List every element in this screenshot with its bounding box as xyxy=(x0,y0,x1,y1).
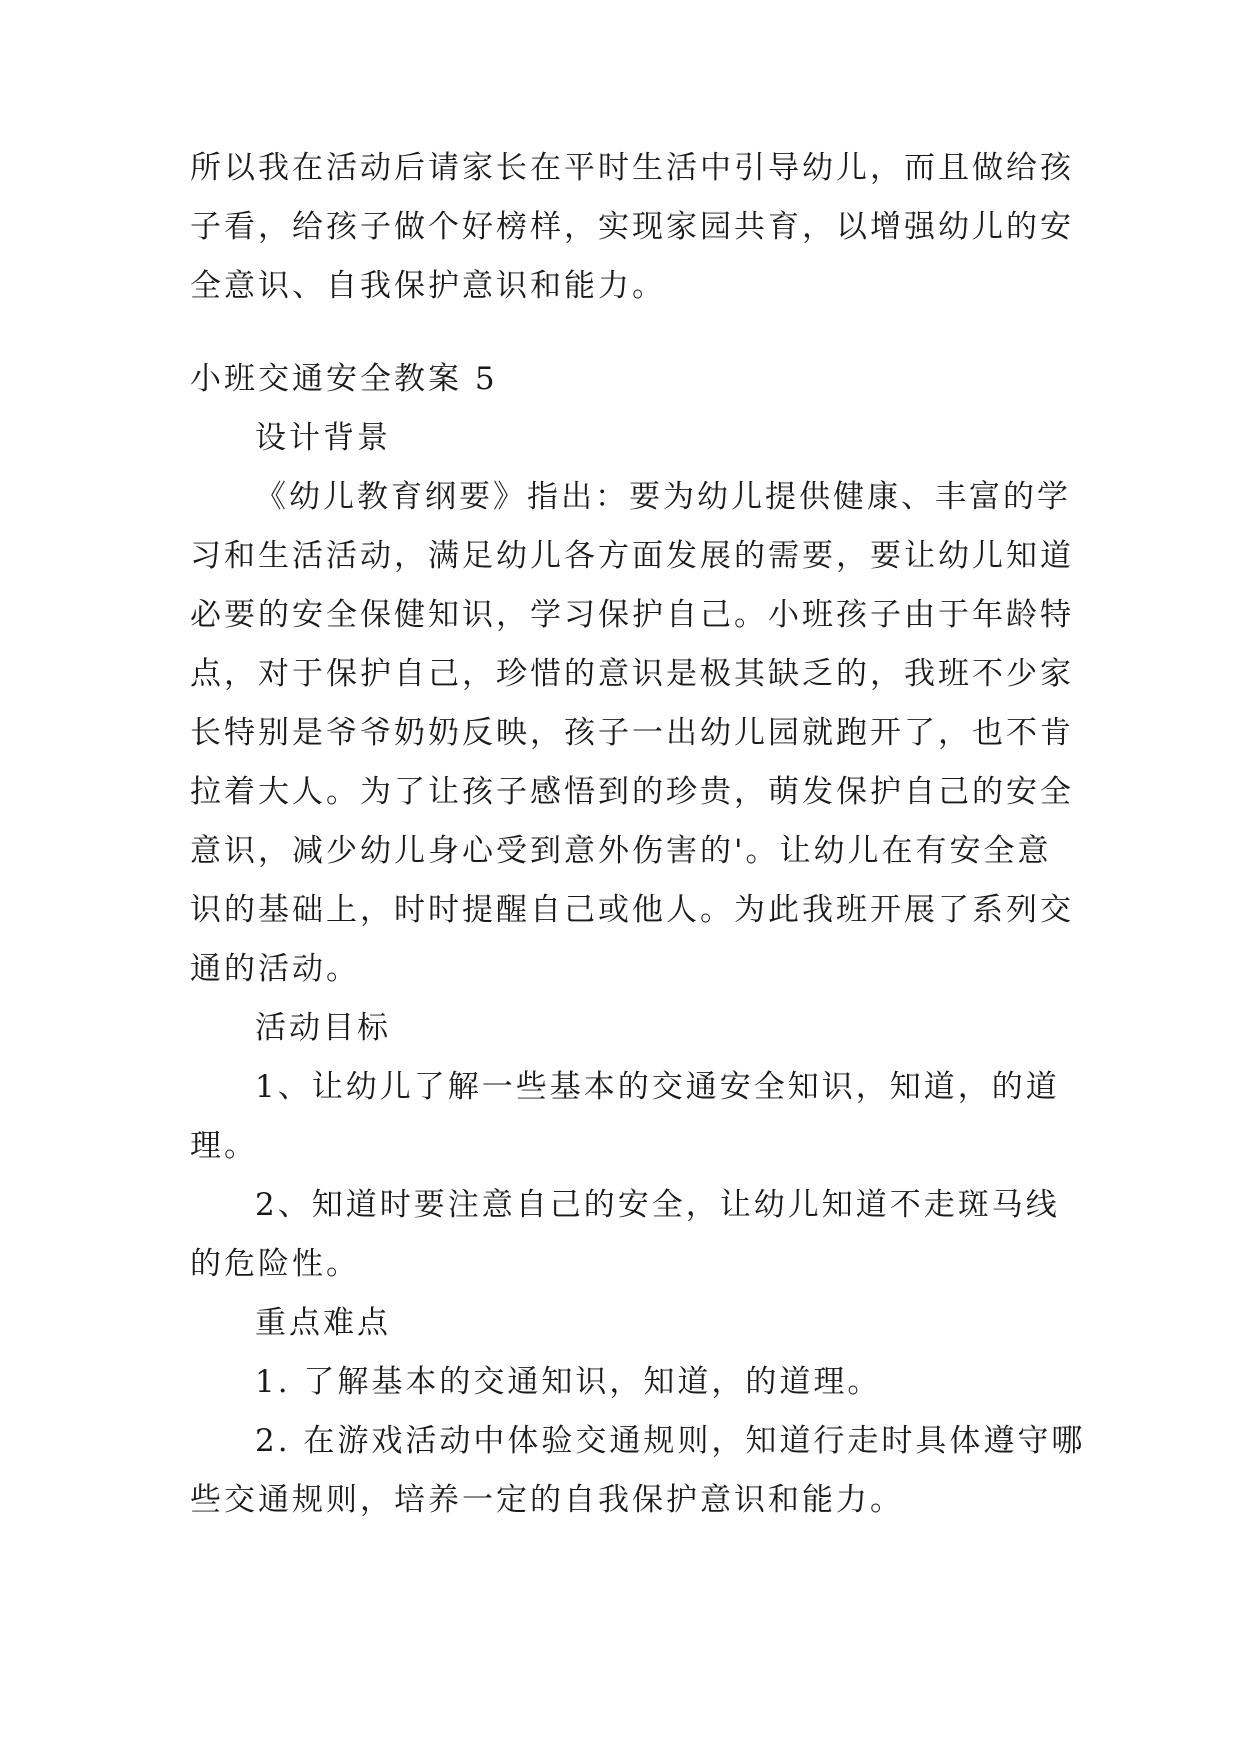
intro-line-3: 全意识、自我保护意识和能力。 xyxy=(190,268,666,304)
goal-1-line-1: 1、让幼儿了解一些基本的交通安全知识，知道，的道 xyxy=(255,1069,1060,1105)
goal-2-line-2: 的危险性。 xyxy=(190,1246,360,1282)
background-line-3: 必要的安全保健知识，学习保护自己。小班孩子由于年龄特 xyxy=(190,597,1074,633)
intro-line-2: 子看，给孩子做个好榜样，实现家园共育，以增强幼儿的安 xyxy=(190,209,1074,245)
background-line-5: 长特别是爷爷奶奶反映，孩子一出幼儿园就跑开了，也不肯 xyxy=(190,715,1074,751)
keypoints-heading: 重点难点 xyxy=(255,1305,391,1341)
background-line-4: 点，对于保护自己，珍惜的意识是极其缺乏的，我班不少家 xyxy=(190,656,1074,692)
section-title: 小班交通安全教案 5 xyxy=(190,361,498,397)
goal-2-line-1: 2、知道时要注意自己的安全，让幼儿知道不走斑马线 xyxy=(255,1187,1060,1223)
goals-heading: 活动目标 xyxy=(255,1010,391,1046)
keypoint-2-line-1: 2. 在游戏活动中体验交通规则，知道行走时具体遵守哪 xyxy=(255,1423,1086,1459)
background-line-1: 《幼儿教育纲要》指出：要为幼儿提供健康、丰富的学 xyxy=(255,479,1071,515)
intro-line-1: 所以我在活动后请家长在平时生活中引导幼儿，而且做给孩 xyxy=(190,150,1074,186)
background-heading: 设计背景 xyxy=(255,420,391,456)
background-line-8: 识的基础上，时时提醒自己或他人。为此我班开展了系列交 xyxy=(190,892,1074,928)
goal-1-line-2: 理。 xyxy=(190,1128,258,1164)
background-line-2: 习和生活活动，满足幼儿各方面发展的需要，要让幼儿知道 xyxy=(190,538,1074,574)
background-line-9: 通的活动。 xyxy=(190,951,360,987)
keypoint-1: 1. 了解基本的交通知识，知道，的道理。 xyxy=(255,1364,882,1400)
background-line-6: 拉着大人。为了让孩子感悟到的珍贵，萌发保护自己的安全 xyxy=(190,774,1074,810)
keypoint-2-line-2: 些交通规则，培养一定的自我保护意识和能力。 xyxy=(190,1482,904,1518)
background-line-7: 意识，减少幼儿身心受到意外伤害的'。让幼儿在有安全意 xyxy=(190,833,1052,869)
